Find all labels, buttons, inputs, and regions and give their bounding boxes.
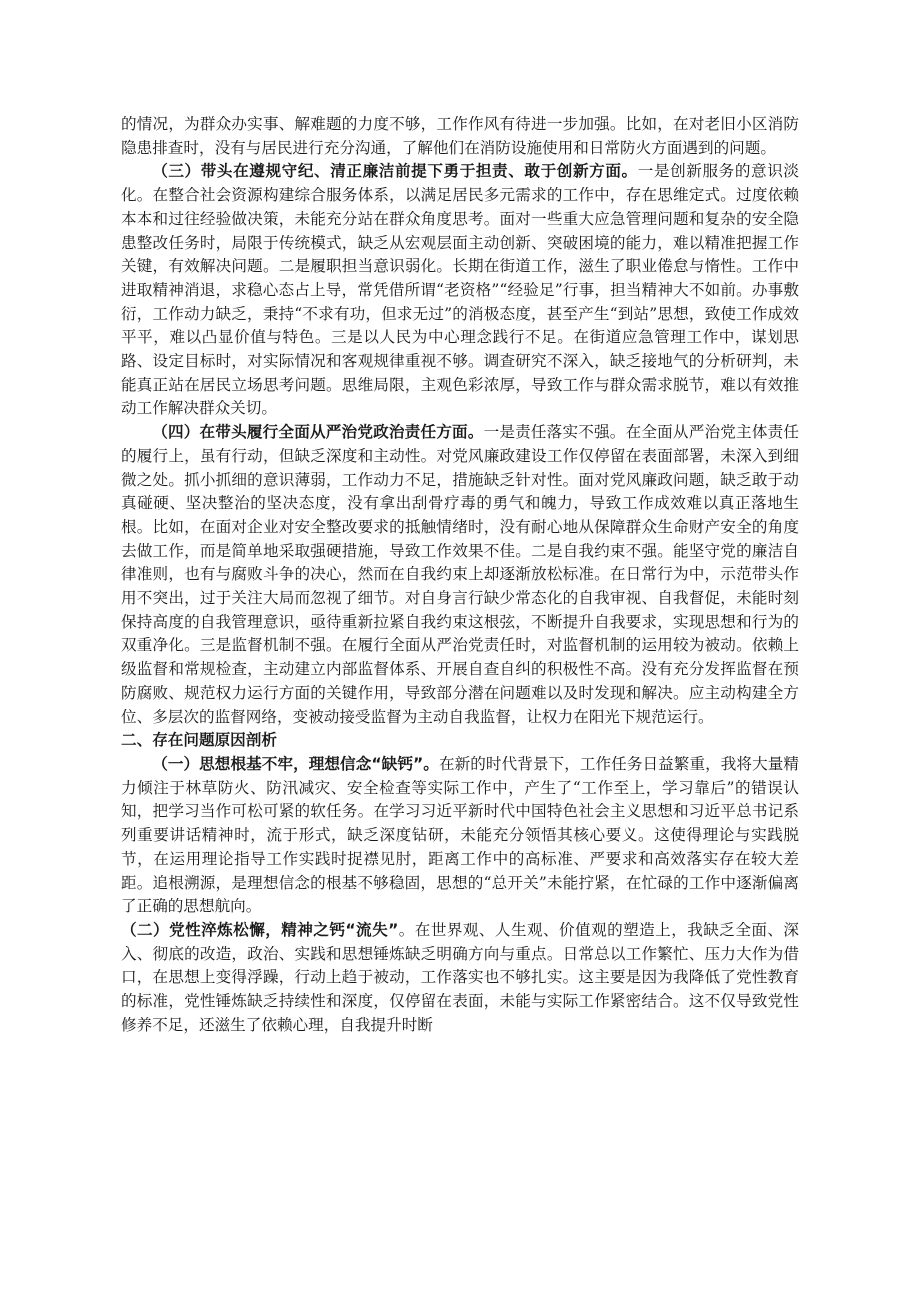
paragraph-3-lead: （四）在带头履行全面从严治党政治责任方面。: [152, 423, 484, 442]
paragraph-4-text: 在新的时代背景下，工作任务日益繁重，我将大量精力倾注于林草防火、防汛减灾、安全检查等实际工作中，产生了“工作至上，学习靠后”的错误认知，把学习当作可松可紧的软任务。在学习习近平新时代中国特色社会主义思想和习近平总书记系列重要讲话精神时，流于形式，缺乏深度钻研，未能充分领悟其核心要义。这使得理论与实践脱节，在运用理论指导工作实践时捉襟见肘，距离工作中的高标准、严要求和高效落实存在较大差距。追根溯源，是理想信念的根基不够稳固，思想的“总开关”未能拧紧，在忙碌的工作中逐渐偏离了正确的思想航向。: [121, 754, 799, 916]
paragraph-5-text: 。在世界观、人生观、价值观的塑造上，我缺乏全面、深入、彻底的改造，政治、实践和思想锤炼缺乏明确方向与重点。日常总以工作繁忙、压力大作为借口，在思想上变得浮躁，行动上趋于被动，工作落实也不够扎实。这主要是因为我降低了党性教育的标准，党性锤炼缺乏持续性和深度，仅停留在表面，未能与实际工作紧密结合。这不仅导致党性修养不足，还滋生了依赖心理，自我提升时断: [121, 920, 799, 1034]
paragraph-3: [121, 421, 799, 729]
paragraph-5-lead: （二）党性淬炼松懈，精神之钙“流失”: [121, 920, 399, 939]
paragraph-1: [121, 113, 799, 160]
paragraph-2-lead: （三）带头在遵规守纪、清正廉洁前提下勇于担责、敢于创新方面。: [152, 162, 638, 181]
section-heading: 二、存在问题原因剖析: [121, 731, 277, 750]
paragraph-3-text: 一是责任落实不强。在全面从严治党主体责任的履行上，虽有行动，但缺乏深度和主动性。对党风廉政建设工作仅停留在表面部署，未深入到细微之处。抓小抓细的意识薄弱，工作动力不足，措施缺乏针对性。面对党风廉政问题，缺乏敢于动真碰硬、坚决整治的坚决态度，没有拿出刮骨疗毒的勇气和魄力，导致工作成效难以真正落地生根。比如，在面对企业对安全整改要求的抵触情绪时，没有耐心地从保障群众生命财产安全的角度去做工作，而是简单地采取强硬措施，导致工作效果不佳。二是自我约束不强。能坚守党的廉洁自律准则，也有与腐败斗争的决心，然而在自我约束上却逐渐放松标准。在日常行为中，示范带头作用不突出，过于关注大局而忽视了细节。对自身言行缺少常态化的自我审视、自我督促，未能时刻保持高度的自我管理意识，亟待重新拉紧自我约束这根弦，不断提升自我要求，实现思想和行为的双重净化。三是监督机制不强。在履行全面从严治党责任时，对监督机制的运用较为被动。依赖上级监督和常规检查，主动建立内部监督体系、开展自查自纠的积极性不高。没有充分发挥监督在预防腐败、规范权力运行方面的关键作用，导致部分潜在问题难以及时发现和解决。应主动构建全方位、多层次的监督网络，变被动接受监督为主动自我监督，让权力在阳光下规范运行。: [121, 423, 799, 726]
paragraph-5: [121, 919, 799, 1038]
paragraph-4-lead: （一）思想根基不牢，理想信念“缺钙”。: [152, 754, 439, 773]
paragraph-1-text: 的情况，为群众办实事、解难题的力度不够，工作作风有待进一步加强。比如，在对老旧小区消防隐患排查时，没有与居民进行充分沟通，了解他们在消防设施使用和日常防火方面遇到的问题。: [121, 115, 799, 157]
document-page: [121, 113, 799, 1037]
paragraph-4: [121, 753, 799, 919]
paragraph-2: [121, 160, 799, 421]
paragraph-2-text: 一是创新服务的意识淡化。在整合社会资源构建综合服务体系，以满足居民多元需求的工作中，存在思维定式。过度依赖本本和过往经验做决策，未能充分站在群众角度思考。面对一些重大应急管理问题和复杂的安全隐患整改任务时，局限于传统模式，缺乏从宏观层面主动创新、突破困境的能力，难以精准把握工作关键，有效解决问题。二是履职担当意识弱化。长期在街道工作，滋生了职业倦怠与惰性。工作中进取精神消退，求稳心态占上导，常凭借所谓“老资格”“经验足”行事，担当精神大不如前。办事敷衍，工作动力缺乏，秉持“不求有功，但求无过”的消极态度，甚至产生“到站”思想，致使工作成效平平，难以凸显价值与特色。三是以人民为中心理念践行不足。在街道应急管理工作中，谋划思路、设定目标时，对实际情况和客观规律重视不够。调查研究不深入，缺乏接地气的分析研判，未能真正站在居民立场思考问题。思维局限，主观色彩浓厚，导致工作与群众需求脱节，难以有效推动工作解决群众关切。: [121, 162, 799, 418]
